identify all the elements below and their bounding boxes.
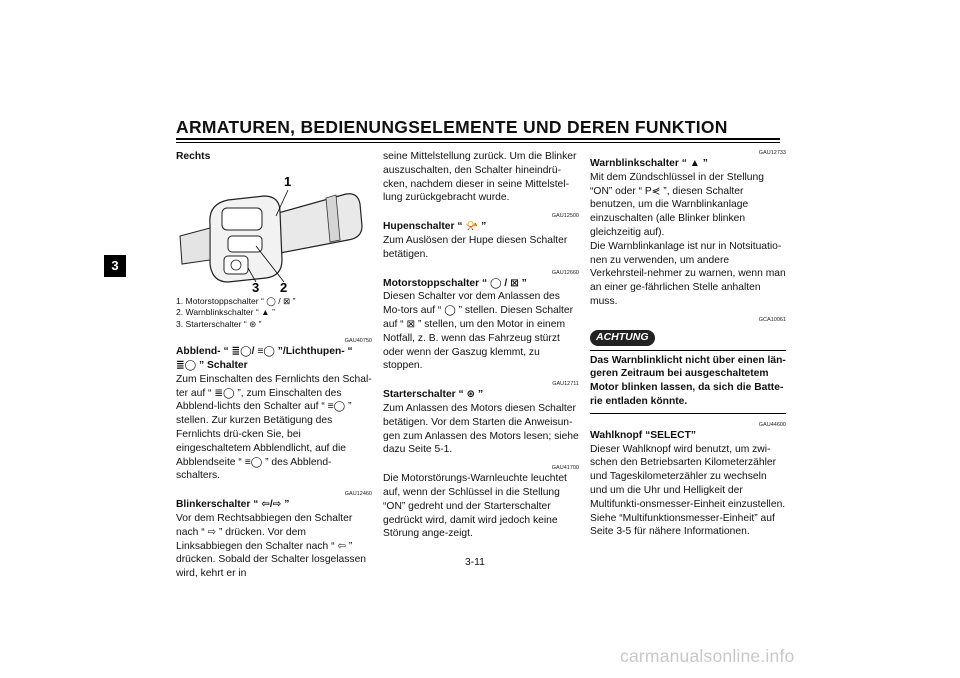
section-title-warnblink: Warnblinkschalter “ ▲ ” bbox=[590, 158, 708, 169]
section-text-abblend: Zum Einschalten des Fernlichts den Schal-ter auf “ ≣◯ ”, zum Einschalten des Abblend-lichts den Schalter auf “ ≡◯ ” stellen. Zur kurzen Betätigung des Fernlichts drü-cken Sie, bei eingeschaltetem Abblendlicht, auf die Abblendseite “ ≡◯ ” des Abblend-schalters. bbox=[176, 373, 372, 482]
section-heading-rechts: Rechts bbox=[176, 151, 211, 162]
ref-code: GAU12711 bbox=[552, 381, 579, 388]
section-text-motorstopp: Diesen Schalter vor dem Anlassen des Mo-tors auf “ ◯ ” stellen. Diesen Schalter auf “ ⊠ ” stellen, um den Motor in einem Notfall, z. B. wenn das Fahrzeug stürzt oder wenn der Gaszug klemmt, zu stoppen. bbox=[383, 291, 574, 372]
watermark: carmanualsonline.info bbox=[620, 646, 795, 666]
section-text-hupe: Zum Auslösen der Hupe diesen Schalter betätigen. bbox=[383, 234, 568, 260]
caption-3: 3. Starterschalter “ ⊛ ” bbox=[176, 318, 262, 329]
section-text-blinker: Vor dem Rechtsabbiegen den Schalter nach “ ⇨ ” drücken. Vor dem Linksabbiegen den Schalter nach “ ⇦ ” drücken. Sobald der Schalter losgelassen wird, kehrt er in bbox=[176, 513, 367, 580]
handlebar-switch-figure bbox=[176, 164, 372, 292]
figure-label-3: 3 bbox=[252, 279, 260, 292]
ref-code: GCA10061 bbox=[758, 316, 786, 323]
page-number: 3-11 bbox=[465, 557, 485, 568]
section-title-hupe: Hupenschalter “ 📯 ” bbox=[383, 221, 487, 233]
section-text-warnblink-1: Mit dem Zündschlüssel in der Stellung “ON” oder “ P⋞ ”, diesen Schalter benutzen, um die Warnblinkanlage einzuschalten (alle Blinker blinken gleichzeitig auf). bbox=[590, 171, 764, 238]
caution-box bbox=[590, 330, 786, 414]
section-text-select-1: Dieser Wahlknopf wird benutzt, um zwi-schen den Betriebsarten Kilometerzähler und Tageskilometerzähler zu wechseln und um die Uhr und Helligkeit der Multifunkti-onsmesser-Einheit einzustellen. bbox=[590, 443, 786, 510]
figure-label-2: 2 bbox=[280, 279, 288, 292]
ref-code: GAU41700 bbox=[551, 465, 579, 472]
ref-code: GAU40750 bbox=[344, 338, 372, 345]
figure-label-1: 1 bbox=[284, 173, 292, 189]
ref-code: GAU12500 bbox=[551, 213, 579, 220]
caution-badge: ACHTUNG bbox=[590, 330, 655, 346]
section-title-blinker: Blinkerschalter “ ⇦/⇨ ” bbox=[176, 499, 290, 511]
section-text-warnleuchte: Die Motorstörungs-Warnleuchte leuchtet auf, wenn der Schlüssel in die Stellung “ON” gedreht und der Starterschalter gedrückt wird, damit wird jedoch keine Störung ange-zeigt. bbox=[383, 473, 567, 540]
title-rule-thin bbox=[176, 142, 780, 143]
figure-captions bbox=[176, 296, 372, 331]
ref-code: GAU12733 bbox=[758, 150, 786, 156]
column-left bbox=[176, 150, 372, 581]
section-text-blinker-cont: seine Mittelstellung zurück. Um die Blinker auszuschalten, den Schalter hineindrü-cken, nachdem dieser in seine Mittelstel-lung zurückgebracht wurde. bbox=[383, 151, 577, 204]
caption-2: 2. Warnblinkschalter “ ▲ ” bbox=[176, 307, 275, 318]
section-title-select: Wahlknopf “SELECT” bbox=[590, 429, 697, 441]
section-title-motorstopp: Motorstoppschalter “ ◯ / ⊠ ” bbox=[383, 277, 527, 289]
ref-code: GAU12460 bbox=[344, 491, 372, 498]
title-rule-thick bbox=[176, 138, 780, 140]
ref-code: GAU44600 bbox=[758, 421, 786, 428]
caution-rule-top bbox=[590, 350, 786, 351]
chapter-tab: 3 bbox=[104, 255, 126, 277]
section-title-abblend: Abblend- “ ≣◯/ ≡◯ ”/Lichthupen- “ ≣◯ ” Schalter bbox=[176, 346, 353, 372]
section-text-warnblink-2: Die Warnblinkanlage ist nur in Notsituatio-nen zu verwenden, um andere Verkehrsteil-nehmer zu warnen, wenn man an einer ge-fährlichen Stelle anhalten muss. bbox=[590, 240, 786, 307]
page-title: ARMATUREN, BEDIENUNGSELEMENTE UND DEREN FUNKTION bbox=[176, 117, 728, 137]
section-text-starter: Zum Anlassen des Motors diesen Schalter betätigen. Vor dem Starten die Anweisun-gen zum Anlassen des Motors lesen; siehe dazu Seite 5-1. bbox=[383, 402, 579, 456]
caution-rule-bottom bbox=[590, 413, 786, 414]
caption-1: 1. Motorstoppschalter “ ◯ / ⊠ ” bbox=[176, 295, 296, 306]
column-right bbox=[590, 150, 786, 539]
handlebar-illustration bbox=[176, 164, 372, 292]
ref-code: GAU12660 bbox=[551, 269, 579, 276]
section-title-starter: Starterschalter “ ⊛ ” bbox=[383, 389, 484, 401]
caution-text: Das Warnblinklicht nicht über einen län-geren Zeitraum bei ausgeschaltetem Motor blinken lassen, da sich die Batte-rie entladen könnte. bbox=[590, 354, 786, 407]
section-text-select-2: Siehe “Multifunktionsmesser-Einheit” auf Seite 3-5 für nähere Informationen. bbox=[590, 512, 775, 538]
column-middle bbox=[383, 150, 579, 541]
